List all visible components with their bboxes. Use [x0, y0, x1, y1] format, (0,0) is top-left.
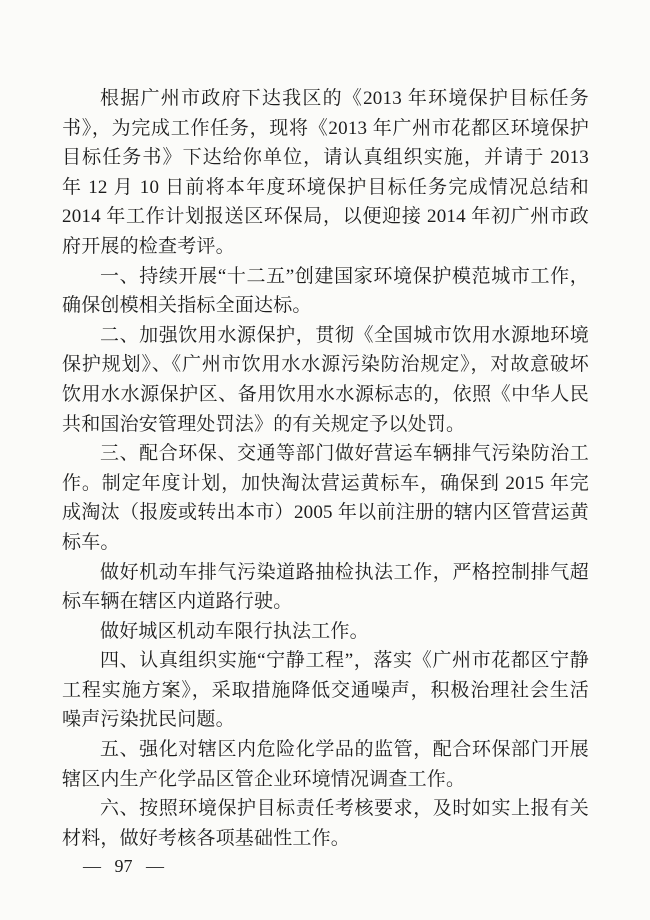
paragraph-item-1: 一、持续开展“十二五”创建国家环境保护模范城市工作，确保创模相关指标全面达标。	[62, 265, 589, 317]
page-number: — 97 —	[83, 856, 164, 876]
paragraph-item-6: 六、按照环境保护目标责任考核要求，及时如实上报有关材料，做好考核各项基础性工作。	[62, 798, 589, 849]
paragraph-intro: 根据广州市政府下达我区的《2013 年环境保护目标任务书》，为完成工作任务，现将《2013 年广州市花都区环境保护目标任务书》下达给你单位，请认真组织实施，并请于 2013 年 12 月 10 日前将本年度环境保护目标任务完成情况总结和 2014 年工作计划报送区环保局，以便迎接 2014 年初广州市政府开展的检查考评。	[62, 88, 589, 257]
paragraph-item-3-sub-1: 做好机动车排气污染道路抽检执法工作，严格控制排气超标车辆在辖区内道路行驶。	[62, 561, 589, 613]
paragraph-item-4: 四、认真组织实施“宁静工程”，落实《广州市花都区宁静工程实施方案》，采取措施降低交通噪声，积极治理社会生活噪声污染扰民问题。	[62, 650, 589, 731]
paragraph-item-3: 三、配合环保、交通等部门做好营运车辆排气污染防治工作。制定年度计划，加快淘汰营运黄标车，确保到 2015 年完成淘汰（报废或转出本市）2005 年以前注册的辖内区管营运黄标车。	[62, 443, 589, 553]
paragraph-item-3-sub-2: 做好城区机动车限行执法工作。	[100, 620, 369, 642]
paragraph-item-2: 二、加强饮用水源保护，贯彻《全国城市饮用水源地环境保护规划》、《广州市饮用水水源污染防治规定》，对故意破坏饮用水水源保护区、备用饮用水水源标志的，依照《中华人民共和国治安管理处罚法》的有关规定予以处罚。	[62, 324, 589, 435]
document-body	[62, 84, 589, 853]
paragraph-item-5: 五、强化对辖区内危险化学品的监管，配合环保部门开展辖区内生产化学品区管企业环境情况调查工作。	[62, 739, 589, 790]
